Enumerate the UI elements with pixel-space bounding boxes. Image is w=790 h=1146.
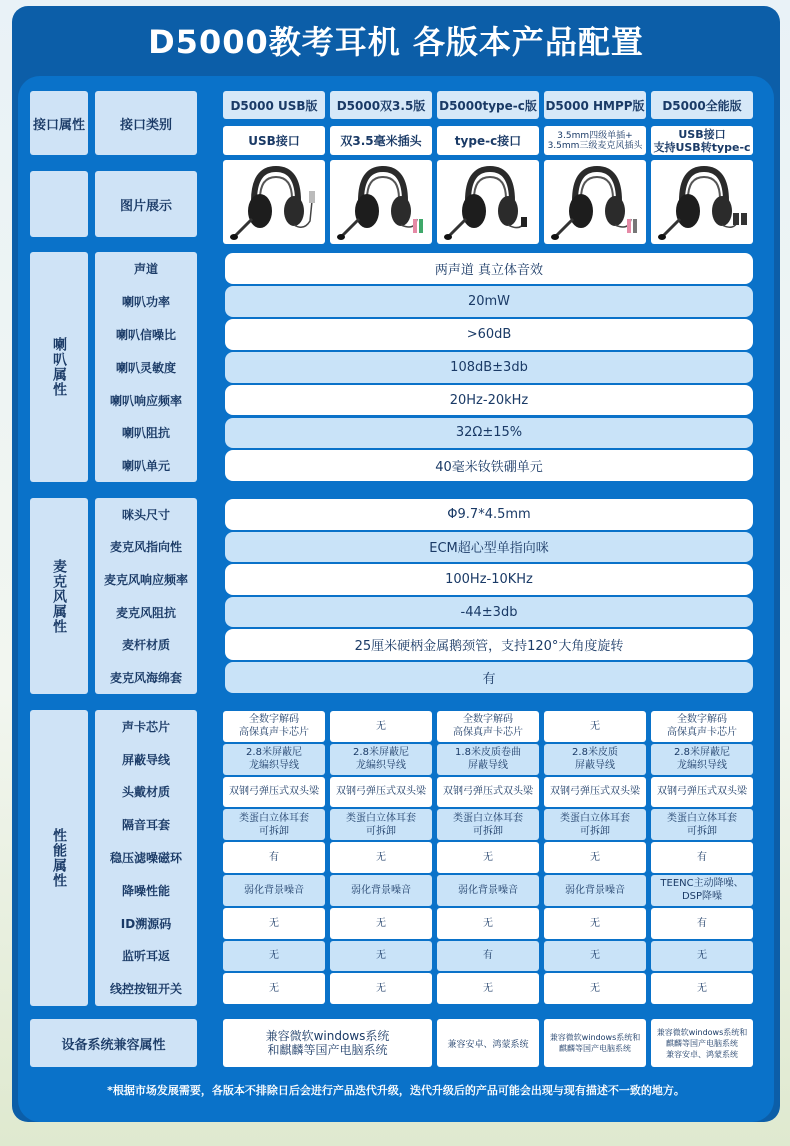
port-full-line1: USB接口 [678,127,726,141]
category-mic: 麦克风属性 [30,498,88,694]
perf-cell [330,744,432,775]
port-dual35: 双3.5毫米插头 [330,126,432,155]
perf-cell-line: 无 [376,983,386,995]
perf-cell-line: 无 [483,983,493,995]
port-hmpp-line1: 3.5mm四级单插+ [557,130,633,141]
version-header-full: D5000全能版 [651,91,753,119]
speaker-row-label: 声道 [133,261,158,276]
perf-cell [437,973,539,1004]
perf-cell [330,973,432,1004]
perf-row-label: 头戴材质 [121,785,170,800]
perf-cell-line: 龙编织导线 [677,760,727,772]
perf-cell [330,842,432,873]
perf-cell [651,941,753,972]
perf-cell [651,809,753,840]
perf-cell-line: 无 [269,917,279,929]
perf-row-label: ID溯源码 [120,916,172,931]
perf-cell-line: 龙编织导线 [249,760,299,772]
mic-row-value: -44±3db [225,597,753,628]
perf-row-label: 声卡芯片 [121,719,170,734]
perf-cell-line: 弱化背景噪音 [458,884,518,896]
perf-cell-line: 无 [697,950,707,962]
compat-usb-dual35-line2: 和麒麟等国产电脑系统 [267,1043,388,1057]
perf-cell-line: 2.8米皮质 [572,747,618,759]
compat-usb-dual35-line1: 兼容微软windows系统 [265,1029,390,1043]
perf-cell [330,809,432,840]
speaker-row-value: 20mW [225,286,753,317]
headset-typec-image [437,160,539,244]
mic-row-value: 100Hz-10KHz [225,564,753,595]
perf-cell-line: 1.8米皮质卷曲 [455,747,521,759]
port-hmpp-line2: 3.5mm三级麦克风插头 [547,140,643,151]
speaker-row-label: 喇叭响应频率 [109,393,182,408]
mic-row-label: 麦克风阻抗 [115,605,176,620]
headset-usb-image [223,160,325,244]
perf-cell-line: 类蛋白立体耳套 [667,812,737,824]
perf-cell [651,777,753,808]
perf-cell-line: TEENC主动降噪、 [660,878,744,890]
perf-cell-line: 高保真声卡芯片 [453,727,523,739]
spec-table [18,76,774,1122]
perf-cell-line: 有 [697,917,707,929]
speaker-row-value: 40毫米钕铁硼单元 [225,450,753,481]
perf-cell-line: 无 [590,917,600,929]
compat-full [651,1019,753,1067]
perf-cell-line: 可拆卸 [366,825,396,837]
headset-full-image [651,160,753,244]
perf-cell-line: 可拆卸 [580,825,610,837]
speaker-row-value: 32Ω±15% [225,418,753,449]
perf-cell [544,711,646,742]
perf-row-label: 稳压滤噪磁环 [109,851,182,866]
perf-cell-line: 屏蔽导线 [575,760,615,772]
mic-row-label: 咪头尺寸 [121,507,170,522]
perf-cell-line: 龙编织导线 [356,760,406,772]
perf-cell-line: 双钢弓弹压式双头梁 [443,786,533,798]
perf-cell-line: 无 [590,852,600,864]
perf-cell-line: 类蛋白立体耳套 [239,812,309,824]
perf-cell-line: 无 [376,852,386,864]
perf-row-label: 监听耳返 [121,949,170,964]
category-image-blank [30,171,88,237]
perf-cell [223,941,325,972]
row-label-image: 图片展示 [95,171,197,237]
mic-row-label: 麦杆材质 [121,638,170,653]
version-header-typec: D5000type-c版 [437,91,539,119]
mic-row-label: 麦克风响应频率 [103,572,188,587]
perf-row-label: 线控按钮开关 [109,982,182,997]
perf-cell-line: 弱化背景噪音 [244,884,304,896]
perf-cell-line: 有 [697,852,707,864]
perf-cell [544,777,646,808]
perf-cell-line: 无 [376,720,386,732]
perf-cell-line: 可拆卸 [473,825,503,837]
perf-cell [651,711,753,742]
perf-cell [330,875,432,906]
perf-cell [437,842,539,873]
perf-cell [651,908,753,939]
perf-cell-line: 无 [483,917,493,929]
perf-cell [223,711,325,742]
perf-cell-line: 无 [376,917,386,929]
perf-cell-line: 类蛋白立体耳套 [560,812,630,824]
speaker-row-label: 喇叭功率 [121,294,170,309]
perf-cell [223,842,325,873]
compat-hmpp-line2: 麒麟等国产电脑系统 [559,1044,631,1053]
speaker-row-value: 两声道 真立体音效 [225,253,753,284]
perf-cell-line: 无 [590,950,600,962]
compat-full-line3: 兼容安卓、鸿蒙系统 [666,1049,738,1059]
port-full-line2: 支持USB转type-c [653,140,751,154]
footnote: *根据市场发展需要，各版本不排除日后会进行产品迭代升级，迭代升级后的产品可能会出现与现有描述不一致的地方。 [107,1084,685,1097]
perf-cell-line: 双钢弓弹压式双头梁 [657,786,747,798]
perf-cell [330,711,432,742]
port-full [651,126,753,155]
speaker-row-label: 喇叭阻抗 [121,426,170,441]
perf-cell [544,973,646,1004]
perf-cell [437,777,539,808]
speaker-row-value: 108dB±3db [225,352,753,383]
perf-cell-line: 双钢弓弹压式双头梁 [229,786,319,798]
perf-cell [651,875,753,906]
perf-cell-line: 屏蔽导线 [468,760,508,772]
category-performance: 性能属性 [30,710,88,1006]
speaker-row-value: 20Hz-20kHz [225,385,753,416]
perf-cell [437,941,539,972]
perf-cell [223,908,325,939]
speaker-row-label: 喇叭单元 [121,459,170,474]
mic-row-label: 麦克风指向性 [109,540,182,555]
perf-cell [223,809,325,840]
perf-cell-line: 可拆卸 [687,825,717,837]
compat-full-line2: 麒麟等国产电脑系统 [666,1038,738,1048]
perf-cell [544,908,646,939]
version-header-usb: D5000 USB版 [223,91,325,119]
perf-cell-line: 有 [269,852,279,864]
perf-cell [437,744,539,775]
perf-cell-line: 类蛋白立体耳套 [453,812,523,824]
perf-cell-line: 2.8米屏蔽尼 [246,747,302,759]
perf-cell-line: 双钢弓弹压式双头梁 [550,786,640,798]
perf-cell [437,809,539,840]
version-header-dual35: D5000双3.5版 [330,91,432,119]
port-typec: type-c接口 [437,126,539,155]
mic-row-label: 麦克风海绵套 [109,670,182,685]
port-usb: USB接口 [223,126,325,155]
compat-typec: 兼容安卓、鸿蒙系统 [437,1019,539,1067]
mic-row-value: 有 [225,662,753,693]
perf-cell [330,777,432,808]
speaker-row-label: 喇叭信噪比 [115,327,176,342]
perf-cell-line: DSP降噪 [681,891,723,903]
port-hmpp [544,126,646,155]
perf-row-label: 隔音耳套 [121,818,170,833]
perf-cell-line: 全数字解码 [463,714,513,726]
perf-cell [651,744,753,775]
version-header-hmpp: D5000 HMPP版 [544,91,646,119]
perf-cell [544,842,646,873]
compat-hmpp-line1: 兼容微软windows系统和 [549,1033,641,1042]
perf-cell-line: 全数字解码 [249,714,299,726]
spec-sheet [12,6,780,1122]
perf-cell [437,875,539,906]
category-interface: 接口属性 [30,91,88,155]
perf-cell [330,941,432,972]
perf-cell-line: 高保真声卡芯片 [667,727,737,739]
perf-cell-line: 无 [483,852,493,864]
perf-cell [651,973,753,1004]
mic-row-value: 25厘米硬柄金属鹅颈管，支持120°大角度旋转 [225,629,753,660]
headset-dual35-image [330,160,432,244]
perf-cell [544,875,646,906]
perf-cell [223,973,325,1004]
perf-cell [437,711,539,742]
compat-hmpp [544,1019,646,1067]
perf-cell-line: 2.8米屏蔽尼 [674,747,730,759]
compat-usb-dual35 [223,1019,432,1067]
perf-cell [544,941,646,972]
perf-cell [651,842,753,873]
perf-cell-line: 无 [269,950,279,962]
row-label-interface-type: 接口类别 [95,91,197,155]
compat-full-line1: 兼容微软windows系统和 [656,1027,748,1037]
perf-cell [330,908,432,939]
perf-cell-line: 双钢弓弹压式双头梁 [336,786,426,798]
speaker-row-label: 喇叭灵敏度 [115,360,176,375]
perf-cell [437,908,539,939]
perf-row-label: 降噪性能 [121,883,170,898]
perf-cell-line: 弱化背景噪音 [351,884,411,896]
perf-cell [223,744,325,775]
speaker-row-value: >60dB [225,319,753,350]
perf-cell-line: 有 [483,950,493,962]
perf-cell-line: 高保真声卡芯片 [239,727,309,739]
headset-hmpp-image [544,160,646,244]
perf-cell-line: 全数字解码 [677,714,727,726]
perf-cell-line: 类蛋白立体耳套 [346,812,416,824]
perf-cell [223,875,325,906]
perf-cell-line: 弱化背景噪音 [565,884,625,896]
perf-cell [223,777,325,808]
perf-row-label: 屏蔽导线 [121,752,170,767]
perf-cell-line: 无 [376,950,386,962]
perf-cell-line: 2.8米屏蔽尼 [353,747,409,759]
perf-cell-line: 无 [697,983,707,995]
category-speaker: 喇叭属性 [30,252,88,482]
page-title: D5000教考耳机 各版本产品配置 [148,23,644,61]
mic-row-value: Φ9.7*4.5mm [225,499,753,530]
perf-cell-line: 无 [590,983,600,995]
mic-row-value: ECM超心型单指向咪 [225,532,753,563]
category-compat: 设备系统兼容属性 [30,1019,197,1067]
perf-cell-line: 无 [590,720,600,732]
perf-cell-line: 无 [269,983,279,995]
perf-cell [544,744,646,775]
perf-cell-line: 可拆卸 [259,825,289,837]
perf-cell [544,809,646,840]
